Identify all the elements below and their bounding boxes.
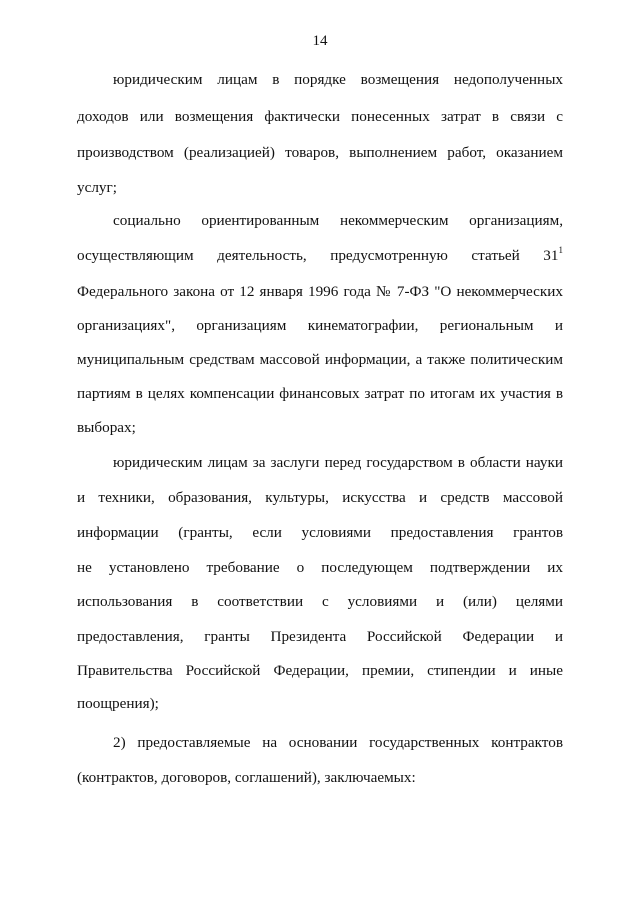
page-number: 14 [312,33,328,49]
text-line-body: осуществляющим деятельность, предусмотренную статьей 31 [77,247,559,264]
text-line: Правительства Российской Федерации, премии, стипендии и иные [77,662,563,679]
text-line: (контрактов, договоров, соглашений), заключаемых: [77,769,416,786]
text-line: юридическим лицам за заслуги перед государством в области науки [113,454,563,471]
text-line: 2) предоставляемые на основании государственных контрактов [113,734,563,751]
text-line: выборах; [77,419,136,436]
text-line: предоставления, гранты Президента Российской Федерации и [77,628,563,645]
text-line: и техники, образования, культуры, искусства и средств массовой [77,489,563,506]
text-line: информации (гранты, если условиями предоставления грантов [77,524,563,541]
text-line: организациях", организациям кинематографии, региональным и [77,317,563,334]
text-line: использования в соответствии с условиями и (или) целями [77,593,563,610]
footnote-superscript: 1 [558,245,563,255]
text-line: Федерального закона от 12 января 1996 года № 7-ФЗ "О некоммерческих [77,283,563,300]
text-line: доходов или возмещения фактически понесенных затрат в связи с [77,108,563,125]
text-line: партиям в целях компенсации финансовых затрат по итогам их участия в [77,385,563,402]
text-line: не установлено требование о последующем подтверждении их [77,559,563,576]
text-line [77,246,563,266]
text-line: производством (реализацией) товаров, выполнением работ, оказанием [77,144,563,161]
text-line: услуг; [77,179,117,196]
text-line: муниципальным средствам массовой информации, а также политическим [77,351,563,368]
text-line: социально ориентированным некоммерческим организациям, [113,212,563,229]
text-line: поощрения); [77,695,159,712]
text-line: юридическим лицам в порядке возмещения недополученных [113,71,563,88]
